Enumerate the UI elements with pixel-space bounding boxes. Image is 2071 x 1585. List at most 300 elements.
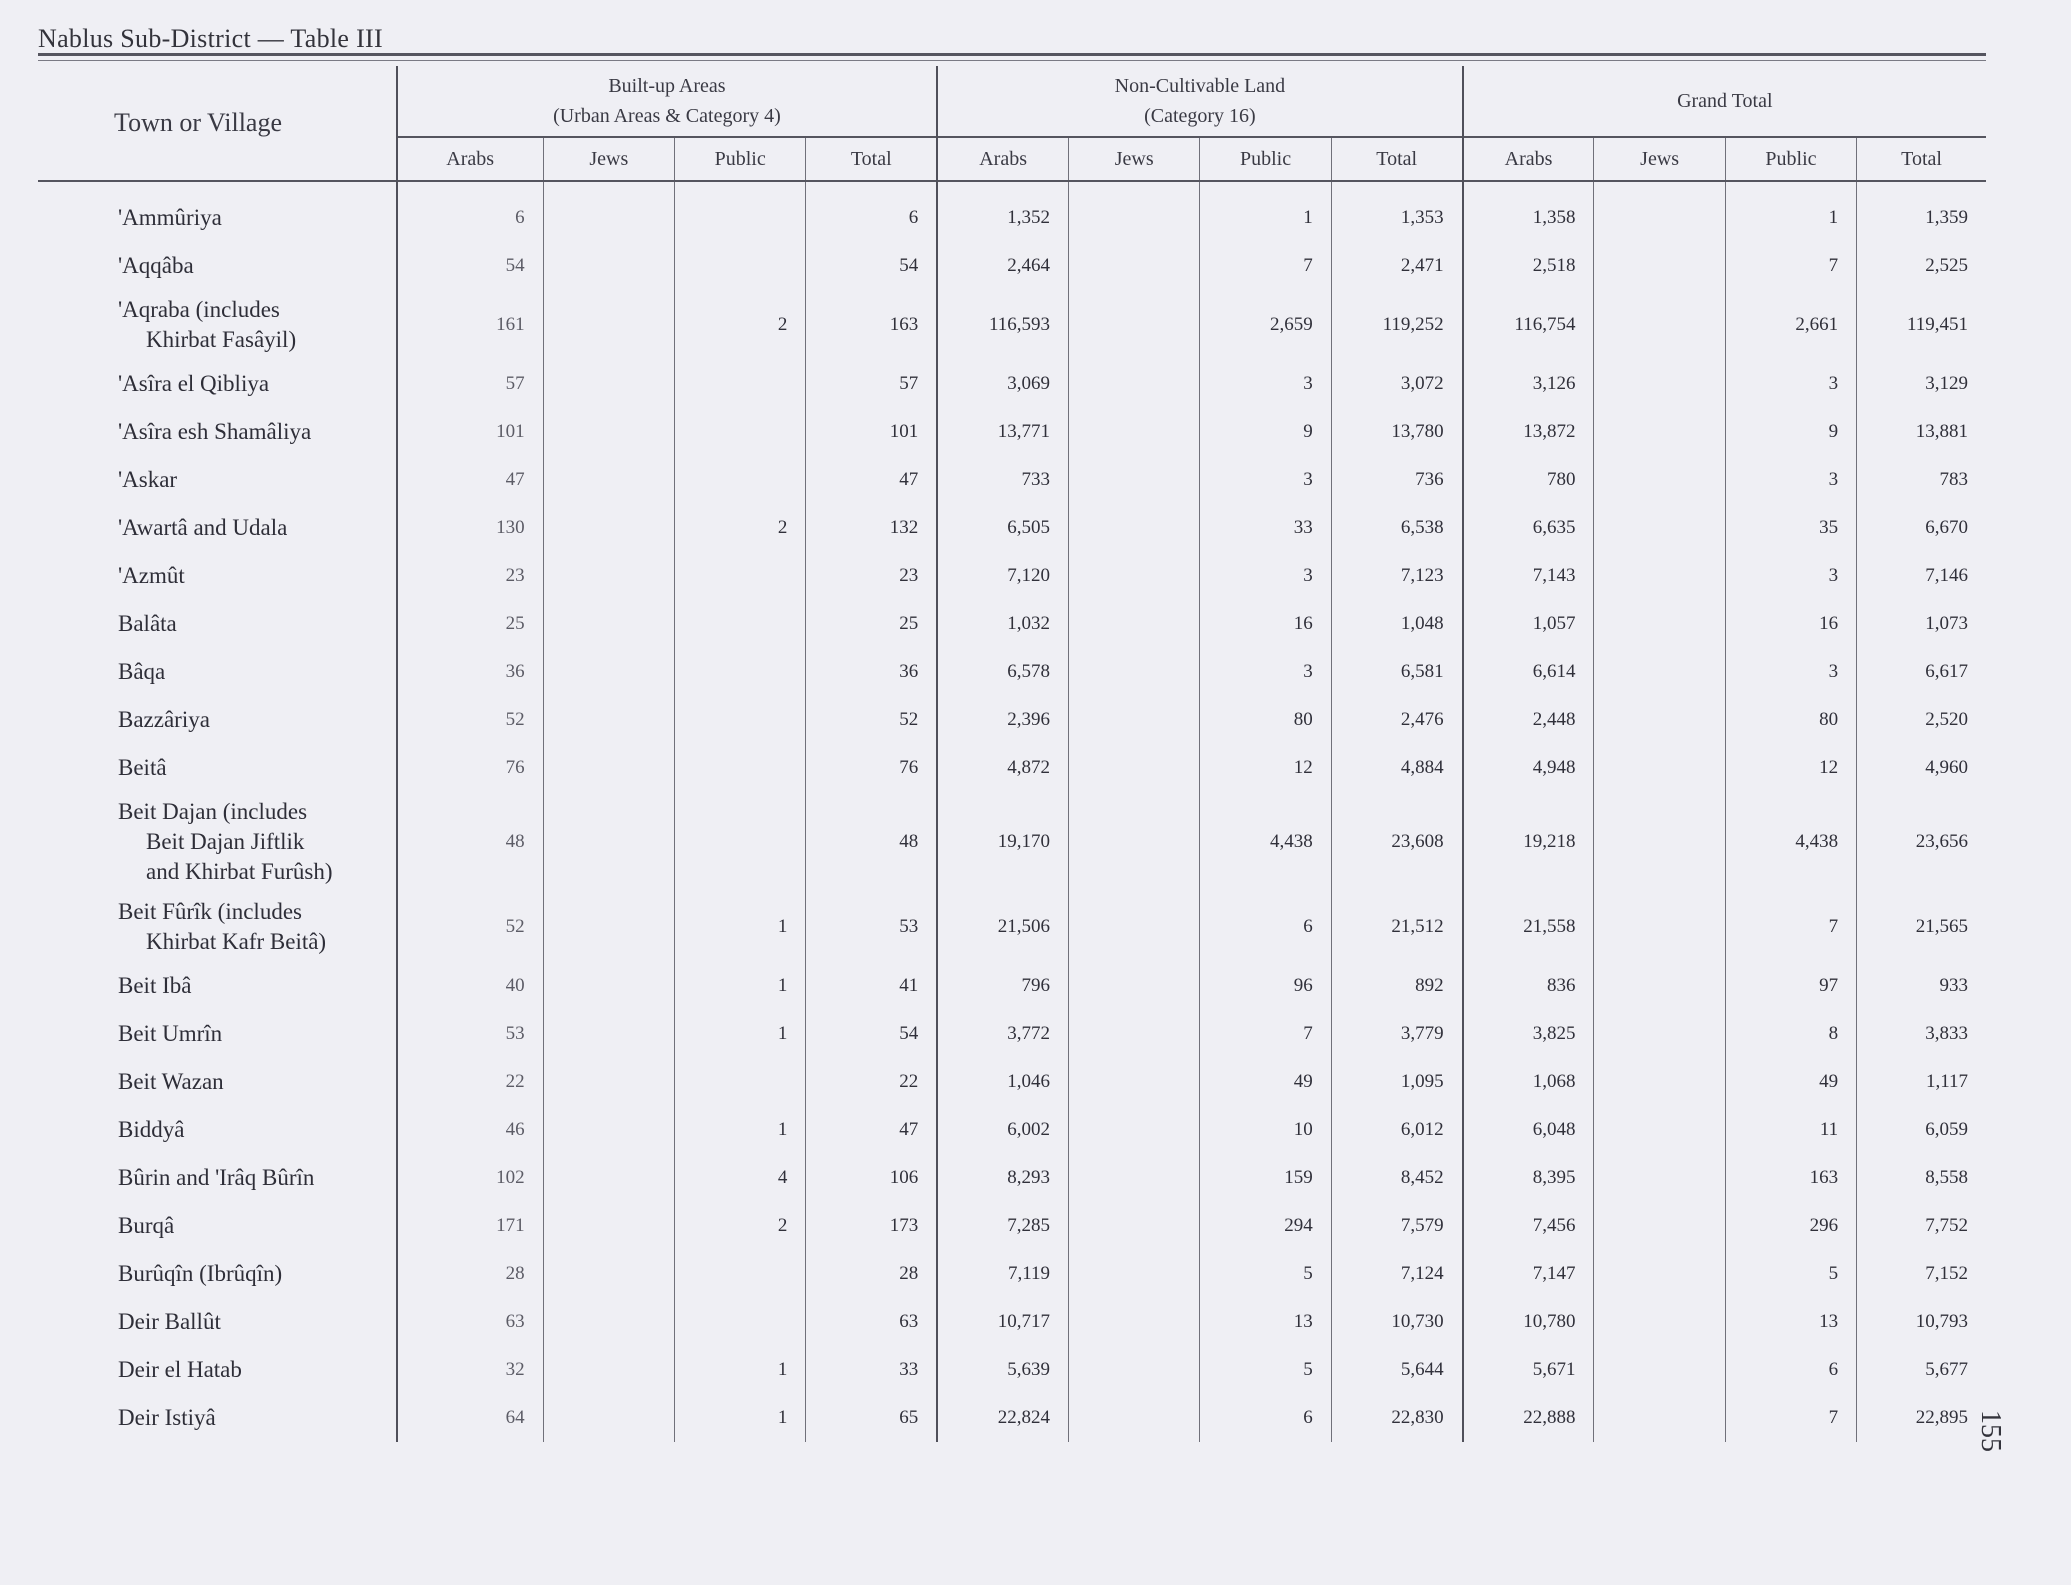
town-name-line: Beit Dajan (includes	[118, 799, 308, 824]
cell-non-cultivable-total: 7,123	[1331, 552, 1462, 600]
town-name-line: Beitâ	[118, 755, 167, 780]
cell-grand-total-arabs: 2,518	[1463, 242, 1594, 290]
group-header-line1: Built-up Areas	[608, 75, 726, 97]
town-name-line: 'Askar	[118, 467, 178, 492]
cell-non-cultivable-arabs: 22,824	[937, 1394, 1068, 1442]
cell-non-cultivable-public: 5	[1200, 1250, 1331, 1298]
cell-built-up-jews	[543, 1154, 674, 1202]
cell-built-up-arabs: 161	[397, 290, 543, 360]
cell-built-up-jews	[543, 1298, 674, 1346]
cell-non-cultivable-arabs: 116,593	[937, 290, 1068, 360]
cell-grand-total-total: 2,525	[1857, 242, 1986, 290]
cell-built-up-jews	[543, 648, 674, 696]
town-name	[38, 242, 397, 290]
cell-grand-total-arabs: 21,558	[1463, 892, 1594, 962]
town-name-line: 'Asîra esh Shamâliya	[118, 419, 312, 444]
cell-built-up-public	[674, 792, 805, 892]
cell-built-up-jews	[543, 456, 674, 504]
town-name	[38, 290, 397, 360]
table-row	[38, 696, 1986, 744]
cell-grand-total-arabs: 22,888	[1463, 1394, 1594, 1442]
cell-grand-total-public: 7	[1725, 1394, 1856, 1442]
cell-grand-total-jews	[1594, 962, 1725, 1010]
cell-built-up-jews	[543, 1346, 674, 1394]
cell-non-cultivable-arabs: 733	[937, 456, 1068, 504]
cell-non-cultivable-arabs: 13,771	[937, 408, 1068, 456]
cell-grand-total-public: 9	[1725, 408, 1856, 456]
cell-non-cultivable-public: 6	[1200, 1394, 1331, 1442]
town-name	[38, 408, 397, 456]
town-name-line: 'Azmût	[118, 563, 185, 588]
cell-non-cultivable-jews	[1069, 360, 1200, 408]
cell-built-up-arabs: 46	[397, 1106, 543, 1154]
cell-non-cultivable-jews	[1069, 696, 1200, 744]
group-header-line1: Grand Total	[1677, 90, 1773, 112]
cell-built-up-jews	[543, 696, 674, 744]
cell-grand-total-jews	[1594, 696, 1725, 744]
cell-grand-total-total: 7,152	[1857, 1250, 1986, 1298]
cell-built-up-arabs: 28	[397, 1250, 543, 1298]
cell-grand-total-public: 7	[1725, 242, 1856, 290]
cell-grand-total-arabs: 19,218	[1463, 792, 1594, 892]
cell-grand-total-total: 3,833	[1857, 1010, 1986, 1058]
cell-grand-total-public: 4,438	[1725, 792, 1856, 892]
cell-built-up-total: 53	[806, 892, 937, 962]
town-name	[38, 1010, 397, 1058]
cell-non-cultivable-public: 2,659	[1200, 290, 1331, 360]
cell-non-cultivable-total: 2,476	[1331, 696, 1462, 744]
town-name	[38, 892, 397, 962]
town-name-line: Bâqa	[118, 659, 166, 684]
cell-non-cultivable-arabs: 1,046	[937, 1058, 1068, 1106]
cell-built-up-public	[674, 1250, 805, 1298]
cell-built-up-arabs: 64	[397, 1394, 543, 1442]
cell-non-cultivable-jews	[1069, 1394, 1200, 1442]
cell-grand-total-total: 7,146	[1857, 552, 1986, 600]
town-name-line: Beit Dajan Jiftlik	[146, 829, 305, 854]
cell-non-cultivable-public: 3	[1200, 552, 1331, 600]
cell-built-up-arabs: 36	[397, 648, 543, 696]
cell-grand-total-jews	[1594, 1154, 1725, 1202]
cell-built-up-total: 101	[806, 408, 937, 456]
cell-built-up-jews	[543, 194, 674, 242]
cell-non-cultivable-jews	[1069, 1346, 1200, 1394]
group-header-non-cultivable	[937, 66, 1462, 137]
spacer-row	[38, 181, 1986, 194]
cell-non-cultivable-public: 1	[1200, 194, 1331, 242]
cell-non-cultivable-total: 5,644	[1331, 1346, 1462, 1394]
cell-built-up-public	[674, 360, 805, 408]
cell-grand-total-total: 7,752	[1857, 1202, 1986, 1250]
cell-non-cultivable-jews	[1069, 600, 1200, 648]
cell-non-cultivable-jews	[1069, 1058, 1200, 1106]
subheader-total: Total	[1331, 137, 1462, 181]
cell-built-up-jews	[543, 792, 674, 892]
cell-non-cultivable-arabs: 19,170	[937, 792, 1068, 892]
subheader-jews: Jews	[1069, 137, 1200, 181]
cell-built-up-public: 1	[674, 962, 805, 1010]
cell-grand-total-public: 49	[1725, 1058, 1856, 1106]
cell-non-cultivable-arabs: 7,119	[937, 1250, 1068, 1298]
cell-built-up-arabs: 101	[397, 408, 543, 456]
cell-non-cultivable-total: 23,608	[1331, 792, 1462, 892]
cell-grand-total-public: 3	[1725, 552, 1856, 600]
cell-built-up-total: 41	[806, 962, 937, 1010]
town-name	[38, 1250, 397, 1298]
table-row	[38, 360, 1986, 408]
cell-non-cultivable-total: 736	[1331, 456, 1462, 504]
page-title: Nablus Sub-District — Table III	[38, 24, 383, 53]
cell-grand-total-total: 1,359	[1857, 194, 1986, 242]
town-name-line: Deir Ballût	[118, 1309, 221, 1334]
cell-non-cultivable-total: 7,124	[1331, 1250, 1462, 1298]
cell-grand-total-jews	[1594, 1250, 1725, 1298]
cell-built-up-public: 1	[674, 1346, 805, 1394]
subheader-total: Total	[806, 137, 937, 181]
cell-built-up-arabs: 32	[397, 1346, 543, 1394]
cell-grand-total-arabs: 836	[1463, 962, 1594, 1010]
table-row	[38, 504, 1986, 552]
town-name	[38, 1298, 397, 1346]
cell-non-cultivable-jews	[1069, 1106, 1200, 1154]
cell-grand-total-public: 3	[1725, 360, 1856, 408]
cell-non-cultivable-total: 6,581	[1331, 648, 1462, 696]
subheader-public: Public	[674, 137, 805, 181]
cell-non-cultivable-jews	[1069, 456, 1200, 504]
cell-built-up-public	[674, 242, 805, 290]
cell-non-cultivable-total: 6,538	[1331, 504, 1462, 552]
cell-built-up-total: 132	[806, 504, 937, 552]
town-name	[38, 1202, 397, 1250]
cell-built-up-arabs: 23	[397, 552, 543, 600]
town-name-line: and Khirbat Furûsh)	[146, 859, 333, 884]
page-number: 155	[1975, 1410, 2006, 1452]
cell-built-up-public: 2	[674, 290, 805, 360]
subheader-total: Total	[1857, 137, 1986, 181]
table-row	[38, 1202, 1986, 1250]
cell-grand-total-public: 11	[1725, 1106, 1856, 1154]
cell-grand-total-arabs: 7,147	[1463, 1250, 1594, 1298]
cell-non-cultivable-public: 3	[1200, 456, 1331, 504]
table-row	[38, 1250, 1986, 1298]
cell-built-up-arabs: 25	[397, 600, 543, 648]
cell-built-up-total: 173	[806, 1202, 937, 1250]
cell-built-up-arabs: 76	[397, 744, 543, 792]
table-row	[38, 744, 1986, 792]
cell-grand-total-arabs: 7,143	[1463, 552, 1594, 600]
town-name	[38, 696, 397, 744]
town-name	[38, 552, 397, 600]
cell-non-cultivable-total: 1,095	[1331, 1058, 1462, 1106]
town-name-line: Beit Umrîn	[118, 1021, 223, 1046]
subheader-public: Public	[1725, 137, 1856, 181]
cell-grand-total-jews	[1594, 360, 1725, 408]
town-name	[38, 1346, 397, 1394]
cell-grand-total-arabs: 1,358	[1463, 194, 1594, 242]
town-name	[38, 962, 397, 1010]
town-name	[38, 1394, 397, 1442]
cell-grand-total-arabs: 6,614	[1463, 648, 1594, 696]
cell-non-cultivable-total: 4,884	[1331, 744, 1462, 792]
cell-built-up-jews	[543, 744, 674, 792]
cell-grand-total-public: 8	[1725, 1010, 1856, 1058]
cell-grand-total-total: 933	[1857, 962, 1986, 1010]
group-header-built-up	[397, 66, 938, 137]
town-name-line: Balâta	[118, 611, 177, 636]
cell-built-up-jews	[543, 1250, 674, 1298]
subheader-arabs: Arabs	[397, 137, 543, 181]
table-row	[38, 1058, 1986, 1106]
table-row	[38, 290, 1986, 360]
cell-grand-total-arabs: 2,448	[1463, 696, 1594, 744]
town-name-line: Burûqîn (Ibrûqîn)	[118, 1261, 283, 1286]
cell-grand-total-jews	[1594, 242, 1725, 290]
cell-non-cultivable-arabs: 8,293	[937, 1154, 1068, 1202]
cell-built-up-total: 52	[806, 696, 937, 744]
town-name	[38, 456, 397, 504]
cell-grand-total-jews	[1594, 1298, 1725, 1346]
cell-grand-total-jews	[1594, 194, 1725, 242]
cell-non-cultivable-jews	[1069, 962, 1200, 1010]
cell-non-cultivable-public: 80	[1200, 696, 1331, 744]
cell-grand-total-jews	[1594, 1346, 1725, 1394]
cell-built-up-public	[674, 744, 805, 792]
cell-grand-total-arabs: 10,780	[1463, 1298, 1594, 1346]
cell-grand-total-total: 8,558	[1857, 1154, 1986, 1202]
cell-grand-total-jews	[1594, 456, 1725, 504]
town-name	[38, 1154, 397, 1202]
cell-built-up-arabs: 6	[397, 194, 543, 242]
cell-grand-total-arabs: 1,068	[1463, 1058, 1594, 1106]
town-name	[38, 1106, 397, 1154]
cell-built-up-jews	[543, 1106, 674, 1154]
cell-grand-total-jews	[1594, 290, 1725, 360]
subheader-public: Public	[1200, 137, 1331, 181]
cell-built-up-total: 76	[806, 744, 937, 792]
table-row	[38, 552, 1986, 600]
cell-grand-total-arabs: 7,456	[1463, 1202, 1594, 1250]
cell-grand-total-public: 3	[1725, 648, 1856, 696]
table-row	[38, 1394, 1986, 1442]
cell-non-cultivable-arabs: 5,639	[937, 1346, 1068, 1394]
group-header-line2: (Urban Areas & Category 4)	[553, 105, 781, 127]
cell-built-up-arabs: 57	[397, 360, 543, 408]
cell-non-cultivable-arabs: 3,069	[937, 360, 1068, 408]
group-header-line2: (Category 16)	[1144, 105, 1256, 127]
cell-built-up-public: 2	[674, 504, 805, 552]
cell-non-cultivable-total: 21,512	[1331, 892, 1462, 962]
cell-built-up-public	[674, 194, 805, 242]
cell-built-up-jews	[543, 1394, 674, 1442]
cell-grand-total-arabs: 13,872	[1463, 408, 1594, 456]
cell-built-up-public: 1	[674, 1010, 805, 1058]
cell-grand-total-total: 4,960	[1857, 744, 1986, 792]
cell-grand-total-jews	[1594, 1058, 1725, 1106]
cell-grand-total-public: 296	[1725, 1202, 1856, 1250]
cell-non-cultivable-jews	[1069, 792, 1200, 892]
table-row	[38, 600, 1986, 648]
cell-non-cultivable-public: 7	[1200, 242, 1331, 290]
cell-grand-total-public: 35	[1725, 504, 1856, 552]
cell-grand-total-total: 1,117	[1857, 1058, 1986, 1106]
cell-built-up-jews	[543, 552, 674, 600]
town-name-line: 'Asîra el Qibliya	[118, 371, 270, 396]
cell-grand-total-total: 23,656	[1857, 792, 1986, 892]
cell-grand-total-public: 163	[1725, 1154, 1856, 1202]
cell-non-cultivable-arabs: 21,506	[937, 892, 1068, 962]
cell-built-up-arabs: 63	[397, 1298, 543, 1346]
cell-built-up-total: 47	[806, 1106, 937, 1154]
cell-non-cultivable-total: 7,579	[1331, 1202, 1462, 1250]
town-name-line: 'Aqqâba	[118, 253, 194, 278]
cell-built-up-total: 25	[806, 600, 937, 648]
cell-grand-total-jews	[1594, 552, 1725, 600]
cell-built-up-arabs: 54	[397, 242, 543, 290]
cell-non-cultivable-public: 6	[1200, 892, 1331, 962]
cell-non-cultivable-jews	[1069, 242, 1200, 290]
cell-non-cultivable-arabs: 10,717	[937, 1298, 1068, 1346]
subheader-jews: Jews	[1594, 137, 1725, 181]
cell-non-cultivable-jews	[1069, 290, 1200, 360]
town-name-line: Khirbat Kafr Beitâ)	[146, 929, 327, 954]
cell-grand-total-total: 13,881	[1857, 408, 1986, 456]
cell-built-up-total: 6	[806, 194, 937, 242]
cell-non-cultivable-arabs: 3,772	[937, 1010, 1068, 1058]
cell-built-up-total: 63	[806, 1298, 937, 1346]
cell-built-up-total: 54	[806, 242, 937, 290]
cell-grand-total-arabs: 6,048	[1463, 1106, 1594, 1154]
cell-non-cultivable-public: 16	[1200, 600, 1331, 648]
cell-built-up-public	[674, 600, 805, 648]
cell-grand-total-arabs: 6,635	[1463, 504, 1594, 552]
cell-non-cultivable-jews	[1069, 648, 1200, 696]
cell-non-cultivable-public: 294	[1200, 1202, 1331, 1250]
cell-built-up-jews	[543, 1010, 674, 1058]
cell-non-cultivable-public: 5	[1200, 1346, 1331, 1394]
cell-built-up-public: 1	[674, 892, 805, 962]
cell-non-cultivable-total: 892	[1331, 962, 1462, 1010]
cell-built-up-total: 23	[806, 552, 937, 600]
cell-built-up-jews	[543, 1058, 674, 1106]
cell-built-up-public	[674, 648, 805, 696]
cell-grand-total-total: 3,129	[1857, 360, 1986, 408]
table-row	[38, 648, 1986, 696]
cell-non-cultivable-jews	[1069, 504, 1200, 552]
cell-built-up-total: 33	[806, 1346, 937, 1394]
cell-non-cultivable-arabs: 2,396	[937, 696, 1068, 744]
table-row	[38, 1346, 1986, 1394]
cell-built-up-arabs: 40	[397, 962, 543, 1010]
cell-built-up-total: 47	[806, 456, 937, 504]
table-row	[38, 456, 1986, 504]
cell-built-up-total: 48	[806, 792, 937, 892]
town-name	[38, 792, 397, 892]
town-name-line: 'Awartâ and Udala	[118, 515, 288, 540]
cell-built-up-jews	[543, 962, 674, 1010]
cell-non-cultivable-total: 6,012	[1331, 1106, 1462, 1154]
cell-non-cultivable-public: 10	[1200, 1106, 1331, 1154]
town-name	[38, 600, 397, 648]
cell-non-cultivable-total: 3,072	[1331, 360, 1462, 408]
town-name-line: Biddyâ	[118, 1117, 185, 1142]
cell-grand-total-arabs: 1,057	[1463, 600, 1594, 648]
table-row	[38, 1010, 1986, 1058]
cell-built-up-jews	[543, 892, 674, 962]
cell-built-up-arabs: 52	[397, 696, 543, 744]
cell-built-up-arabs: 171	[397, 1202, 543, 1250]
cell-built-up-arabs: 130	[397, 504, 543, 552]
cell-built-up-jews	[543, 360, 674, 408]
cell-non-cultivable-public: 7	[1200, 1010, 1331, 1058]
town-name-line: Burqâ	[118, 1213, 175, 1238]
cell-non-cultivable-public: 13	[1200, 1298, 1331, 1346]
cell-non-cultivable-jews	[1069, 194, 1200, 242]
cell-built-up-jews	[543, 504, 674, 552]
cell-non-cultivable-public: 96	[1200, 962, 1331, 1010]
cell-non-cultivable-total: 3,779	[1331, 1010, 1462, 1058]
cell-built-up-public	[674, 552, 805, 600]
town-name-line: Deir Istiyâ	[118, 1405, 216, 1430]
cell-grand-total-public: 5	[1725, 1250, 1856, 1298]
cell-grand-total-arabs: 3,825	[1463, 1010, 1594, 1058]
group-header-line1: Non-Cultivable Land	[1114, 75, 1286, 97]
cell-grand-total-total: 119,451	[1857, 290, 1986, 360]
cell-built-up-total: 65	[806, 1394, 937, 1442]
cell-non-cultivable-arabs: 1,032	[937, 600, 1068, 648]
table-row	[38, 892, 1986, 962]
cell-non-cultivable-total: 2,471	[1331, 242, 1462, 290]
cell-non-cultivable-arabs: 6,505	[937, 504, 1068, 552]
cell-built-up-total: 54	[806, 1010, 937, 1058]
cell-grand-total-jews	[1594, 600, 1725, 648]
cell-non-cultivable-jews	[1069, 892, 1200, 962]
cell-grand-total-public: 13	[1725, 1298, 1856, 1346]
table-row	[38, 792, 1986, 892]
cell-non-cultivable-arabs: 6,578	[937, 648, 1068, 696]
cell-grand-total-total: 6,617	[1857, 648, 1986, 696]
town-name-line: Beit Wazan	[118, 1069, 224, 1094]
cell-grand-total-total: 5,677	[1857, 1346, 1986, 1394]
cell-built-up-total: 106	[806, 1154, 937, 1202]
cell-non-cultivable-jews	[1069, 1250, 1200, 1298]
cell-non-cultivable-total: 8,452	[1331, 1154, 1462, 1202]
cell-non-cultivable-total: 1,048	[1331, 600, 1462, 648]
table-row	[38, 1154, 1986, 1202]
cell-grand-total-public: 80	[1725, 696, 1856, 744]
cell-built-up-public	[674, 1058, 805, 1106]
cell-built-up-public	[674, 408, 805, 456]
cell-non-cultivable-jews	[1069, 408, 1200, 456]
town-name	[38, 194, 397, 242]
cell-grand-total-public: 3	[1725, 456, 1856, 504]
cell-grand-total-jews	[1594, 504, 1725, 552]
cell-built-up-jews	[543, 242, 674, 290]
cell-built-up-jews	[543, 290, 674, 360]
cell-grand-total-total: 2,520	[1857, 696, 1986, 744]
town-name-line: Beit Ibâ	[118, 973, 192, 998]
table-row	[38, 408, 1986, 456]
town-name-line: Khirbat Fasâyil)	[146, 327, 297, 352]
cell-built-up-arabs: 48	[397, 792, 543, 892]
cell-grand-total-public: 97	[1725, 962, 1856, 1010]
cell-non-cultivable-total: 10,730	[1331, 1298, 1462, 1346]
table-row	[38, 242, 1986, 290]
cell-grand-total-jews	[1594, 1010, 1725, 1058]
cell-grand-total-arabs: 4,948	[1463, 744, 1594, 792]
cell-grand-total-total: 21,565	[1857, 892, 1986, 962]
town-name-line: Deir el Hatab	[118, 1357, 242, 1382]
subheader-jews: Jews	[543, 137, 674, 181]
